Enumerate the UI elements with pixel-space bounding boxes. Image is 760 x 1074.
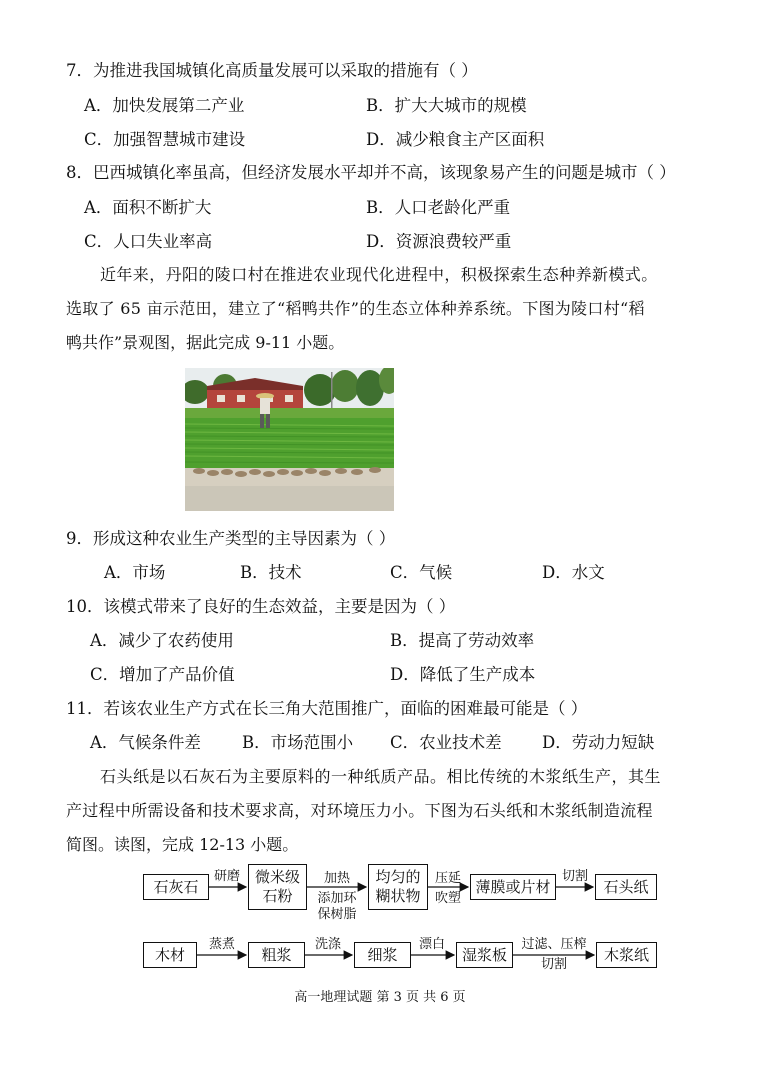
- q11-option-c: C．农业技术差: [390, 733, 502, 752]
- q8-option-b: B．人口老龄化严重: [366, 198, 511, 217]
- flow-step-cut: 切割: [561, 869, 588, 884]
- flow-node-stone-paper: [595, 874, 657, 900]
- flow-step-calender: 压延: [434, 871, 461, 886]
- flow-step-filter-press: 过滤、压榨: [521, 937, 587, 952]
- flow-step-add-resin-1: 添加环: [317, 891, 357, 906]
- q7-option-a: A．加快发展第二产业: [84, 96, 245, 115]
- flow-node-film-sheet: [470, 874, 556, 900]
- flow-node-label: 湿浆板: [461, 945, 507, 964]
- flow-node-label: 薄膜或片材: [475, 877, 551, 896]
- flow-node-label: 糊状物: [375, 887, 421, 905]
- q8-option-d: D．资源浪费较严重: [366, 232, 512, 251]
- q7-option-c: C．加强智慧城市建设: [84, 130, 246, 149]
- q10-option-a: A．减少了农药使用: [90, 631, 234, 650]
- q10-stem: 10．该模式带来了良好的生态效益，主要是因为（ ）: [66, 597, 456, 616]
- flow-node-label: 石粉: [262, 887, 293, 905]
- q10-option-d: D．降低了生产成本: [390, 665, 536, 684]
- q8-option-c: C．人口失业率高: [84, 232, 213, 251]
- flow-node-limestone: [143, 874, 209, 900]
- q10-option-b: B．提高了劳动效率: [390, 631, 535, 650]
- passage1-line1: 近年来，丹阳的陵口村在推进农业现代化进程中，积极探索生态种养新模式。: [100, 265, 658, 284]
- flow-step-grind: 研磨: [213, 869, 240, 884]
- flow-node-wood: [143, 942, 197, 968]
- q7-stem: 7．为推进我国城镇化高质量发展可以采取的措施有（ ）: [66, 61, 478, 80]
- flow-node-label: 木浆纸: [603, 945, 649, 964]
- flow-step-cut-wood: 切割: [540, 957, 567, 972]
- q11-option-b: B．市场范围小: [242, 733, 354, 752]
- passage2-line3: 简图。读图，完成 12-13 小题。: [66, 835, 299, 854]
- q11-option-a: A．气候条件差: [90, 733, 201, 752]
- flow-step-cook: 蒸煮: [208, 937, 235, 952]
- flow-step-heat: 加热: [323, 871, 350, 886]
- q7-option-d: D．减少粮食主产区面积: [366, 130, 545, 149]
- flow-node-fine-pulp: [354, 942, 411, 968]
- page-footer: 高一地理试题 第 3 页 共 6 页: [294, 990, 466, 1005]
- passage2-line1: 石头纸是以石灰石为主要原料的一种纸质产品。相比传统的木浆纸生产，其生: [100, 767, 662, 786]
- q9-stem: 9．形成这种农业生产类型的主导因素为（ ）: [66, 529, 396, 548]
- flow-node-label: 粗浆: [261, 945, 292, 964]
- q11-stem: 11．若该农业生产方式在长三角大范围推广，面临的困难最可能是（ ）: [66, 699, 588, 718]
- q9-option-b: B．技术: [240, 563, 302, 582]
- q9-option-a: A．市场: [104, 563, 166, 582]
- passage1-line3: 鸭共作”景观图，据此完成 9-11 小题。: [66, 333, 345, 352]
- q8-option-a: A．面积不断扩大: [84, 198, 212, 217]
- flow-node-label: 石头纸: [603, 877, 649, 896]
- flow-node-label: 木材: [154, 945, 185, 964]
- passage2-line2: 产过程中所需设备和技术要求高，对环境压力小。下图为石头纸和木浆纸制造流程: [66, 801, 653, 820]
- flow-node-paste: [368, 864, 428, 910]
- flow-node-wood-pulp-paper: [596, 942, 657, 968]
- flow-node-label: 均匀的: [375, 868, 421, 886]
- flow-node-micron-powder: [248, 864, 307, 910]
- q9-option-d: D．水文: [542, 563, 605, 582]
- passage1-line2: 选取了 65 亩示范田，建立了“稻鸭共作”的生态立体种养系统。下图为陵口村“稻: [66, 299, 645, 318]
- q10-option-c: C．增加了产品价值: [90, 665, 235, 684]
- flow-step-wash: 洗涤: [314, 937, 341, 952]
- q11-option-d: D．劳动力短缺: [542, 733, 655, 752]
- flow-step-bleach: 漂白: [418, 937, 445, 952]
- flow-step-add-resin-2: 保树脂: [317, 907, 357, 922]
- flow-node-label: 细浆: [367, 945, 398, 964]
- q8-stem: 8．巴西城镇化率虽高，但经济发展水平却并不高，该现象易产生的问题是城市（ ）: [66, 163, 676, 182]
- flow-node-wet-pulp-board: [456, 942, 513, 968]
- q7-option-b: B．扩大大城市的规模: [366, 96, 527, 115]
- flow-node-label: 微米级: [254, 868, 300, 886]
- flow-node-label: 石灰石: [153, 877, 199, 896]
- flow-node-coarse-pulp: [248, 942, 305, 968]
- q9-option-c: C．气候: [390, 563, 453, 582]
- flow-step-blow-mold: 吹塑: [434, 891, 461, 906]
